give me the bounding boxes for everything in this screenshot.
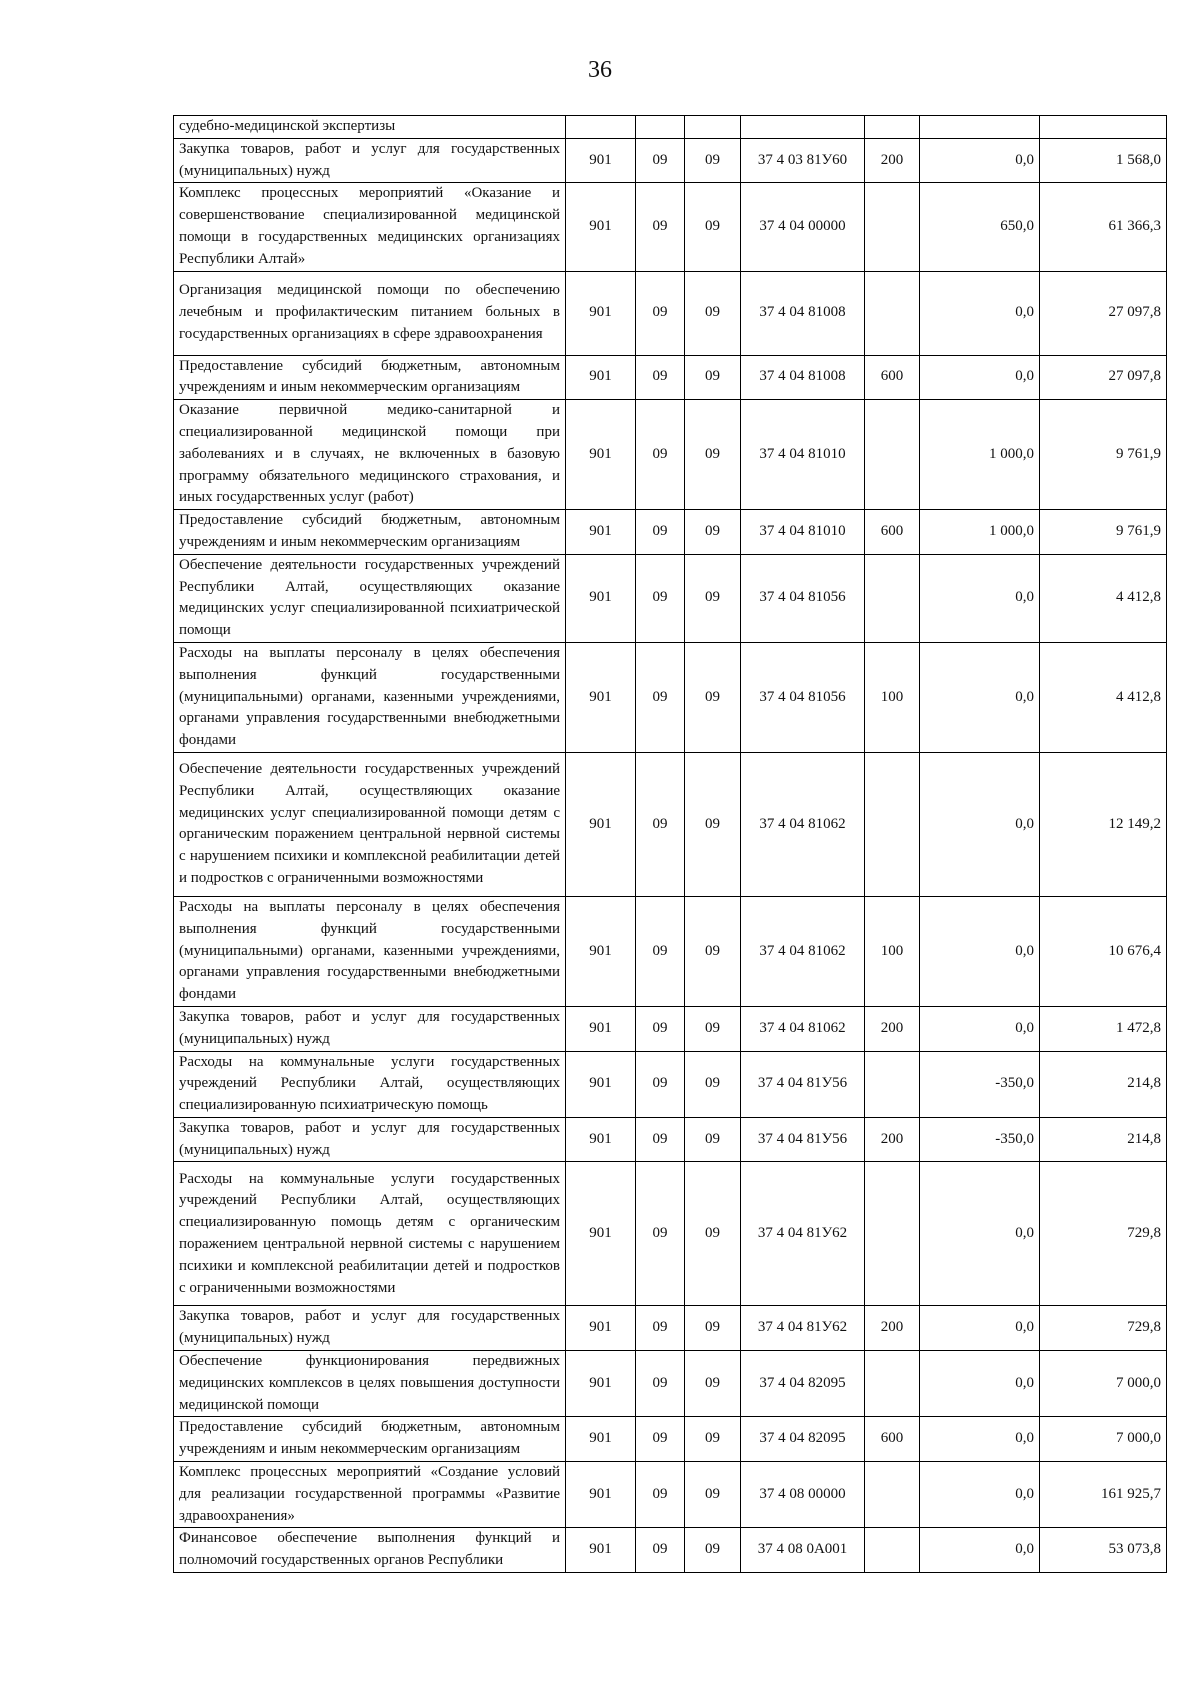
row-name-cell: Комплекс процессных мероприятий «Оказание и совершенствование специализированной медицинской помощи в государственных медицинских организациях Республики Алтай» (174, 183, 566, 271)
change-amount-cell: 0,0 (920, 1351, 1040, 1417)
admin-code-cell: 901 (566, 510, 636, 555)
section-code-cell: 09 (636, 138, 685, 183)
section-code-cell: 09 (636, 896, 685, 1006)
change-amount-cell: -350,0 (920, 1051, 1040, 1117)
target-article-cell: 37 4 04 81056 (741, 554, 865, 642)
row-name-cell: Закупка товаров, работ и услуг для государственных (муниципальных) нужд (174, 1306, 566, 1351)
admin-code-cell: 901 (566, 1462, 636, 1528)
admin-code-cell: 901 (566, 896, 636, 1006)
section-code-cell: 09 (636, 183, 685, 271)
row-name-cell: судебно-медицинской экспертизы (174, 116, 566, 139)
row-name-cell: Предоставление субсидий бюджетным, автономным учреждениям и иным некоммерческим организациям (174, 355, 566, 400)
expense-type-cell: 200 (865, 138, 920, 183)
expense-type-cell (865, 1351, 920, 1417)
change-amount-cell: 0,0 (920, 138, 1040, 183)
change-amount-cell: 0,0 (920, 1162, 1040, 1306)
total-amount-cell: 53 073,8 (1040, 1528, 1167, 1573)
expense-type-cell: 600 (865, 510, 920, 555)
table-row (174, 554, 1167, 642)
subsection-code-cell: 09 (685, 1006, 741, 1051)
expense-type-cell (865, 1462, 920, 1528)
total-amount-cell: 4 412,8 (1040, 642, 1167, 752)
target-article-cell: 37 4 04 81010 (741, 510, 865, 555)
subsection-code-cell: 09 (685, 138, 741, 183)
change-amount-cell: 0,0 (920, 1006, 1040, 1051)
total-amount-cell: 12 149,2 (1040, 752, 1167, 896)
subsection-code-cell: 09 (685, 1162, 741, 1306)
table-body (174, 116, 1167, 1573)
expense-type-cell (865, 1162, 920, 1306)
total-amount-cell: 1 472,8 (1040, 1006, 1167, 1051)
target-article-cell: 37 4 04 81У56 (741, 1117, 865, 1162)
change-amount-cell: 0,0 (920, 752, 1040, 896)
section-code-cell (636, 116, 685, 139)
row-name-cell: Финансовое обеспечение выполнения функций и полномочий государственных органов Республики (174, 1528, 566, 1573)
row-name-cell: Обеспечение деятельности государственных учреждений Республики Алтай, осуществляющих оказание медицинских услуг специализированной психиатрической помощи (174, 554, 566, 642)
target-article-cell: 37 4 04 81010 (741, 400, 865, 510)
section-code-cell: 09 (636, 1528, 685, 1573)
row-name-cell: Предоставление субсидий бюджетным, автономным учреждениям и иным некоммерческим организациям (174, 1417, 566, 1462)
admin-code-cell: 901 (566, 642, 636, 752)
admin-code-cell: 901 (566, 1528, 636, 1573)
change-amount-cell: 1 000,0 (920, 510, 1040, 555)
section-code-cell: 09 (636, 1462, 685, 1528)
row-name-cell: Обеспечение деятельности государственных учреждений Республики Алтай, осуществляющих оказание медицинских услуг специализированной помощи детям с органическим поражением центральной нервной системы с нарушением психики и комплексной реабилитации детей и подростков с ограниченными возможностями (174, 752, 566, 896)
expense-type-cell (865, 400, 920, 510)
table-row (174, 1528, 1167, 1573)
section-code-cell: 09 (636, 355, 685, 400)
target-article-cell: 37 4 04 82095 (741, 1417, 865, 1462)
admin-code-cell: 901 (566, 554, 636, 642)
table-row (174, 116, 1167, 139)
expense-type-cell: 100 (865, 642, 920, 752)
target-article-cell: 37 4 04 81У62 (741, 1306, 865, 1351)
change-amount-cell: 1 000,0 (920, 400, 1040, 510)
total-amount-cell: 61 366,3 (1040, 183, 1167, 271)
admin-code-cell: 901 (566, 183, 636, 271)
page-number: 36 (588, 57, 612, 83)
table-row (174, 510, 1167, 555)
subsection-code-cell: 09 (685, 400, 741, 510)
admin-code-cell: 901 (566, 400, 636, 510)
subsection-code-cell: 09 (685, 1051, 741, 1117)
change-amount-cell: -350,0 (920, 1117, 1040, 1162)
total-amount-cell: 729,8 (1040, 1306, 1167, 1351)
target-article-cell: 37 4 04 81062 (741, 1006, 865, 1051)
table-row (174, 1417, 1167, 1462)
row-name-cell: Обеспечение функционирования передвижных медицинских комплексов в целях повышения доступности медицинской помощи (174, 1351, 566, 1417)
budget-table (173, 115, 1167, 1573)
section-code-cell: 09 (636, 1006, 685, 1051)
admin-code-cell: 901 (566, 1417, 636, 1462)
expense-type-cell: 200 (865, 1306, 920, 1351)
table-row (174, 1162, 1167, 1306)
section-code-cell: 09 (636, 1117, 685, 1162)
expense-type-cell: 600 (865, 355, 920, 400)
total-amount-cell: 214,8 (1040, 1051, 1167, 1117)
total-amount-cell: 729,8 (1040, 1162, 1167, 1306)
table-row (174, 752, 1167, 896)
change-amount-cell: 0,0 (920, 1462, 1040, 1528)
row-name-cell: Оказание первичной медико-санитарной и специализированной медицинской помощи при заболеваниях и в случаях, не включенных в базовую программу обязательного медицинского страхования, и иных государственных услуг (работ) (174, 400, 566, 510)
change-amount-cell: 0,0 (920, 355, 1040, 400)
row-name-cell: Закупка товаров, работ и услуг для государственных (муниципальных) нужд (174, 1117, 566, 1162)
subsection-code-cell: 09 (685, 271, 741, 355)
total-amount-cell: 1 568,0 (1040, 138, 1167, 183)
table-row (174, 1006, 1167, 1051)
total-amount-cell: 27 097,8 (1040, 355, 1167, 400)
admin-code-cell: 901 (566, 1306, 636, 1351)
target-article-cell: 37 4 08 0А001 (741, 1528, 865, 1573)
subsection-code-cell (685, 116, 741, 139)
table-row (174, 271, 1167, 355)
target-article-cell: 37 4 08 00000 (741, 1462, 865, 1528)
total-amount-cell: 7 000,0 (1040, 1351, 1167, 1417)
total-amount-cell (1040, 116, 1167, 139)
section-code-cell: 09 (636, 642, 685, 752)
table-row (174, 183, 1167, 271)
row-name-cell: Закупка товаров, работ и услуг для государственных (муниципальных) нужд (174, 138, 566, 183)
table-row (174, 896, 1167, 1006)
expense-type-cell: 200 (865, 1006, 920, 1051)
admin-code-cell: 901 (566, 138, 636, 183)
expense-type-cell: 100 (865, 896, 920, 1006)
total-amount-cell: 9 761,9 (1040, 510, 1167, 555)
change-amount-cell: 0,0 (920, 1417, 1040, 1462)
table-row (174, 138, 1167, 183)
change-amount-cell (920, 116, 1040, 139)
expense-type-cell: 200 (865, 1117, 920, 1162)
section-code-cell: 09 (636, 400, 685, 510)
section-code-cell: 09 (636, 554, 685, 642)
subsection-code-cell: 09 (685, 355, 741, 400)
expense-type-cell (865, 1051, 920, 1117)
change-amount-cell: 0,0 (920, 1306, 1040, 1351)
table-row (174, 1462, 1167, 1528)
total-amount-cell: 10 676,4 (1040, 896, 1167, 1006)
expense-type-cell (865, 1528, 920, 1573)
row-name-cell: Расходы на выплаты персоналу в целях обеспечения выполнения функций государственными (муниципальными) органами, казенными учреждениями, органами управления государственными внебюджетными фондами (174, 642, 566, 752)
change-amount-cell: 0,0 (920, 1528, 1040, 1573)
admin-code-cell: 901 (566, 1051, 636, 1117)
row-name-cell: Расходы на коммунальные услуги государственных учреждений Республики Алтай, осуществляющих специализированную психиатрическую помощь (174, 1051, 566, 1117)
admin-code-cell: 901 (566, 1006, 636, 1051)
total-amount-cell: 9 761,9 (1040, 400, 1167, 510)
row-name-cell: Расходы на коммунальные услуги государственных учреждений Республики Алтай, осуществляющих специализированную помощь детям с органическим поражением центральной нервной системы с нарушением психики и комплексной реабилитации детей и подростков с ограниченными возможностями (174, 1162, 566, 1306)
target-article-cell: 37 4 04 00000 (741, 183, 865, 271)
section-code-cell: 09 (636, 1351, 685, 1417)
change-amount-cell: 0,0 (920, 642, 1040, 752)
table-row (174, 1051, 1167, 1117)
total-amount-cell: 27 097,8 (1040, 271, 1167, 355)
change-amount-cell: 0,0 (920, 271, 1040, 355)
target-article-cell: 37 4 04 81У62 (741, 1162, 865, 1306)
subsection-code-cell: 09 (685, 1417, 741, 1462)
admin-code-cell: 901 (566, 1162, 636, 1306)
subsection-code-cell: 09 (685, 1306, 741, 1351)
target-article-cell: 37 4 04 81062 (741, 896, 865, 1006)
table-row (174, 355, 1167, 400)
total-amount-cell: 161 925,7 (1040, 1462, 1167, 1528)
admin-code-cell: 901 (566, 752, 636, 896)
total-amount-cell: 7 000,0 (1040, 1417, 1167, 1462)
subsection-code-cell: 09 (685, 183, 741, 271)
row-name-cell: Расходы на выплаты персоналу в целях обеспечения выполнения функций государственными (муниципальными) органами, казенными учреждениями, органами управления государственными внебюджетными фондами (174, 896, 566, 1006)
admin-code-cell: 901 (566, 355, 636, 400)
total-amount-cell: 214,8 (1040, 1117, 1167, 1162)
target-article-cell: 37 4 04 81008 (741, 271, 865, 355)
expense-type-cell (865, 752, 920, 896)
row-name-cell: Предоставление субсидий бюджетным, автономным учреждениям и иным некоммерческим организациям (174, 510, 566, 555)
subsection-code-cell: 09 (685, 554, 741, 642)
section-code-cell: 09 (636, 1417, 685, 1462)
change-amount-cell: 0,0 (920, 554, 1040, 642)
subsection-code-cell: 09 (685, 1462, 741, 1528)
target-article-cell: 37 4 04 82095 (741, 1351, 865, 1417)
admin-code-cell (566, 116, 636, 139)
subsection-code-cell: 09 (685, 1528, 741, 1573)
section-code-cell: 09 (636, 1162, 685, 1306)
section-code-cell: 09 (636, 271, 685, 355)
row-name-cell: Организация медицинской помощи по обеспечению лечебным и профилактическим питанием больных в государственных организациях в сфере здравоохранения (174, 271, 566, 355)
table-row (174, 1351, 1167, 1417)
total-amount-cell: 4 412,8 (1040, 554, 1167, 642)
subsection-code-cell: 09 (685, 752, 741, 896)
target-article-cell: 37 4 04 81062 (741, 752, 865, 896)
admin-code-cell: 901 (566, 1351, 636, 1417)
expense-type-cell (865, 271, 920, 355)
subsection-code-cell: 09 (685, 642, 741, 752)
target-article-cell: 37 4 03 81У60 (741, 138, 865, 183)
row-name-cell: Закупка товаров, работ и услуг для государственных (муниципальных) нужд (174, 1006, 566, 1051)
table-row (174, 400, 1167, 510)
target-article-cell: 37 4 04 81056 (741, 642, 865, 752)
subsection-code-cell: 09 (685, 510, 741, 555)
subsection-code-cell: 09 (685, 1117, 741, 1162)
expense-type-cell (865, 554, 920, 642)
admin-code-cell: 901 (566, 1117, 636, 1162)
subsection-code-cell: 09 (685, 1351, 741, 1417)
section-code-cell: 09 (636, 510, 685, 555)
expense-type-cell: 600 (865, 1417, 920, 1462)
table-row (174, 642, 1167, 752)
section-code-cell: 09 (636, 752, 685, 896)
target-article-cell: 37 4 04 81008 (741, 355, 865, 400)
change-amount-cell: 0,0 (920, 896, 1040, 1006)
change-amount-cell: 650,0 (920, 183, 1040, 271)
admin-code-cell: 901 (566, 271, 636, 355)
target-article-cell: 37 4 04 81У56 (741, 1051, 865, 1117)
expense-type-cell (865, 116, 920, 139)
table-row (174, 1306, 1167, 1351)
table-row (174, 1117, 1167, 1162)
section-code-cell: 09 (636, 1306, 685, 1351)
row-name-cell: Комплекс процессных мероприятий «Создание условий для реализации государственной программы «Развитие здравоохранения» (174, 1462, 566, 1528)
subsection-code-cell: 09 (685, 896, 741, 1006)
expense-type-cell (865, 183, 920, 271)
section-code-cell: 09 (636, 1051, 685, 1117)
target-article-cell (741, 116, 865, 139)
